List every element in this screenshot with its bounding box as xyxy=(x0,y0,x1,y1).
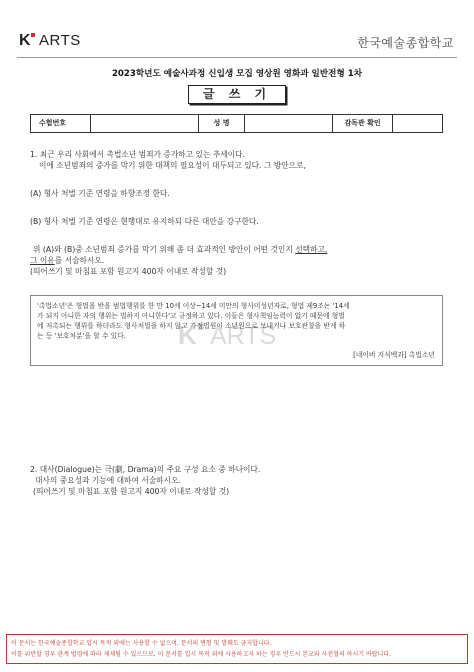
q1-prompt-cont xyxy=(30,255,450,266)
q1-option-b: (B) 형사 처벌 기준 연령은 현행대로 유지하되 다른 대안을 강구한다. xyxy=(30,217,259,226)
proctor-signature-field[interactable] xyxy=(393,115,442,132)
q1-option-a: (A) 형사 처벌 기준 연령을 하향조정 한다. xyxy=(30,189,170,198)
svg-text:K: K xyxy=(19,32,31,48)
quote-line: 가 되지 아니한 자의 행위는 벌하지 아니한다'고 규정하고 있다. 이들은 형사책임능력이 없기 때문에 형벌 xyxy=(37,312,345,320)
exam-number-field[interactable] xyxy=(91,115,199,132)
q1-prompt-reason: 그 이유 xyxy=(30,256,55,265)
q1-prompt-line2-text: 를 서술하시오. xyxy=(54,256,105,265)
q1-line1: 1. 최근 우리 사회에서 촉법소년 범죄가 증가하고 있는 추세이다. xyxy=(30,150,245,159)
school-name: 한국예술종합학교 xyxy=(357,36,454,50)
svg-text:K: K xyxy=(178,321,197,347)
q1-instruction: (띄어쓰기 및 마침표 포함 원고지 400자 이내로 작성할 것) xyxy=(30,267,227,276)
q2-line1: 2. 대사(Dialogue)는 극(劇, Drama)의 주요 구성 요소 중 하나이다. xyxy=(30,465,261,474)
k-arts-logo xyxy=(19,30,89,48)
q2-instruction: (띄어쓰기 및 마침표 포함 원고지 400자 이내로 작성할 것) xyxy=(33,487,230,496)
candidate-info-row xyxy=(30,114,443,133)
q1-line2: 이에 소년범죄의 증가를 막기 위한 대책의 필요성이 대두되고 있다. 그 방안으로, xyxy=(39,161,306,170)
proctor-label: 감독관 확인 xyxy=(333,115,393,132)
svg-text:ARTS: ARTS xyxy=(39,32,81,48)
name-label: 성 명 xyxy=(199,115,245,132)
header-divider xyxy=(17,57,457,58)
q1-prompt-underlined: 선택하고, xyxy=(295,245,328,254)
notice-line: 이 문서는 한국예술종합학교 입시 목적 외에는 사용할 수 없으며, 문서의 변형 및 발췌도 금지합니다. xyxy=(11,640,272,647)
k-arts-watermark xyxy=(178,321,303,347)
exam-heading: 2023학년도 예술사과정 신입생 모집 영상원 영화과 일반전형 1차 xyxy=(111,69,363,79)
usage-notice-box xyxy=(6,634,468,664)
quote-source: [네이버 지식백과] 촉법소년 xyxy=(353,351,435,359)
q1-prompt xyxy=(33,244,453,255)
svg-text:ARTS: ARTS xyxy=(210,322,277,347)
exam-number-label: 수험번호 xyxy=(31,115,91,132)
q1-prompt-text: 위 (A)와 (B)중 소년범죄 증가를 막기 위해 좀 더 효과적인 방안이 어떤 것인지 xyxy=(33,245,296,254)
quote-line: 에 저촉되는 행위를 하더라도 형사처벌을 하지 않고 가정법원이 소년원으로 보내거나 보호관찰을 받게 하 xyxy=(37,322,346,330)
quote-line: 는 등 '보호처분'을 할 수 있다. xyxy=(37,332,126,340)
notice-line: 이를 위반할 경우 관계 법령에 따라 제재될 수 있으므로, 이 문서를 입시 목적 외에 사용하고자 하는 경우 반드시 본교와 사전협의 하시기 바랍니다. xyxy=(11,651,392,658)
name-field[interactable] xyxy=(245,115,333,132)
quote-line: '촉법소년'은 형벌을 받을 범법행위를 한 만 10세 이상~14세 미만의 형사미성년자로, 형법 제9조는 '14세 xyxy=(37,302,350,310)
document-title: 글 쓰 기 xyxy=(188,85,286,104)
q2-line2: 대사의 중요성과 기능에 대하여 서술하시오. xyxy=(35,476,181,485)
